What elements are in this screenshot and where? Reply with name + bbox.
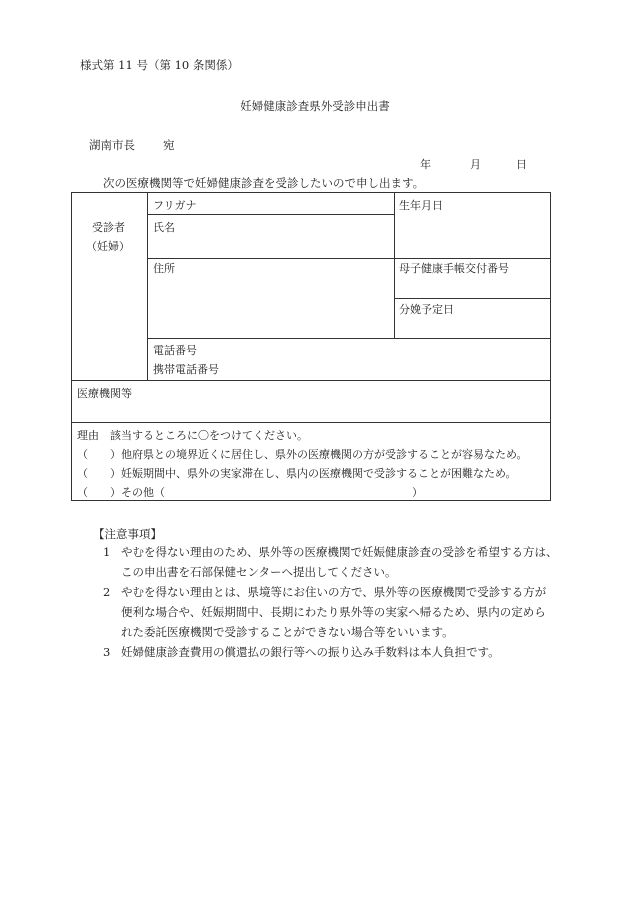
addressee-name: 湖南市長 <box>89 138 135 152</box>
intro-text: 次の医療機関等で妊婦健康診査を受診したいので申し出ます。 <box>103 176 425 190</box>
addressee-honorific: 宛 <box>163 138 175 152</box>
divider <box>394 298 551 299</box>
divider <box>147 258 551 259</box>
note-line: やむを得ない理由とは、県境等にお住いの方で、県外等の医療機関で受診する方が <box>121 585 547 599</box>
reason-checkbox[interactable]: （ ） <box>77 467 121 480</box>
note-number: 3 <box>103 645 111 659</box>
date-line <box>420 159 527 170</box>
addressee <box>89 140 175 152</box>
furigana-label: フリガナ <box>153 199 197 212</box>
reason-item <box>77 487 165 498</box>
mobile-label: 携帯電話番号 <box>153 363 219 376</box>
address-label: 住所 <box>153 262 175 275</box>
reason-text: その他（ <box>121 486 165 499</box>
note-line: 妊婦健康診査費用の償還払の銀行等への振り込み手数料は本人負担です。 <box>121 645 500 659</box>
name-label: 氏名 <box>153 221 175 234</box>
document-title: 妊婦健康診査県外受診申出書 <box>240 99 390 113</box>
medical-institution-label: 医療機関等 <box>77 387 132 400</box>
reason-checkbox[interactable]: （ ） <box>77 486 121 499</box>
note-line: この申出書を石部保健センターへ提出してください。 <box>121 565 397 579</box>
patient-label: 受診者 <box>92 221 125 234</box>
note-line: れた委託医療機関で受診することができない場合等をいいます。 <box>121 625 454 639</box>
divider <box>147 193 148 380</box>
reason-text: 妊娠期間中、県外の実家滞在し、県内の医療機関で受診することが困難なため。 <box>121 467 517 480</box>
due-date-label: 分娩予定日 <box>399 303 454 316</box>
form-number: 様式第 11 号（第 10 条関係） <box>80 58 239 72</box>
other-close-paren: ） <box>412 486 423 499</box>
date-month: 月 <box>470 158 481 171</box>
note-number: 2 <box>103 585 111 599</box>
maternal-handbook-label: 母子健康手帳交付番号 <box>399 262 509 275</box>
reason-checkbox[interactable]: （ ） <box>77 448 121 461</box>
date-year: 年 <box>420 158 431 171</box>
note-line: やむを得ない理由のため、県外等の医療機関で妊娠健康診査の受診を希望する方は、 <box>121 545 558 559</box>
phone-label: 電話番号 <box>153 344 197 357</box>
divider <box>147 214 394 215</box>
patient-sublabel: （妊婦） <box>86 240 130 253</box>
divider <box>72 380 550 381</box>
divider <box>394 193 395 338</box>
notes-heading: 【注意事項】 <box>93 527 162 541</box>
reason-heading: 理由 該当するところに〇をつけてください。 <box>77 429 308 442</box>
birthdate-label: 生年月日 <box>399 199 443 212</box>
note-line: 便利な場合や、妊娠期間中、長期にわたり県外等の実家へ帰るため、県内の定めら <box>121 605 546 619</box>
divider <box>147 338 551 339</box>
reason-item <box>77 449 528 460</box>
note-number: 1 <box>103 545 111 559</box>
date-day: 日 <box>516 158 527 171</box>
reason-item <box>77 468 517 479</box>
application-form-table <box>71 192 551 501</box>
divider <box>72 422 550 423</box>
reason-text: 他府県との境界近くに居住し、県外の医療機関の方が受診することが容易なため。 <box>121 448 528 461</box>
